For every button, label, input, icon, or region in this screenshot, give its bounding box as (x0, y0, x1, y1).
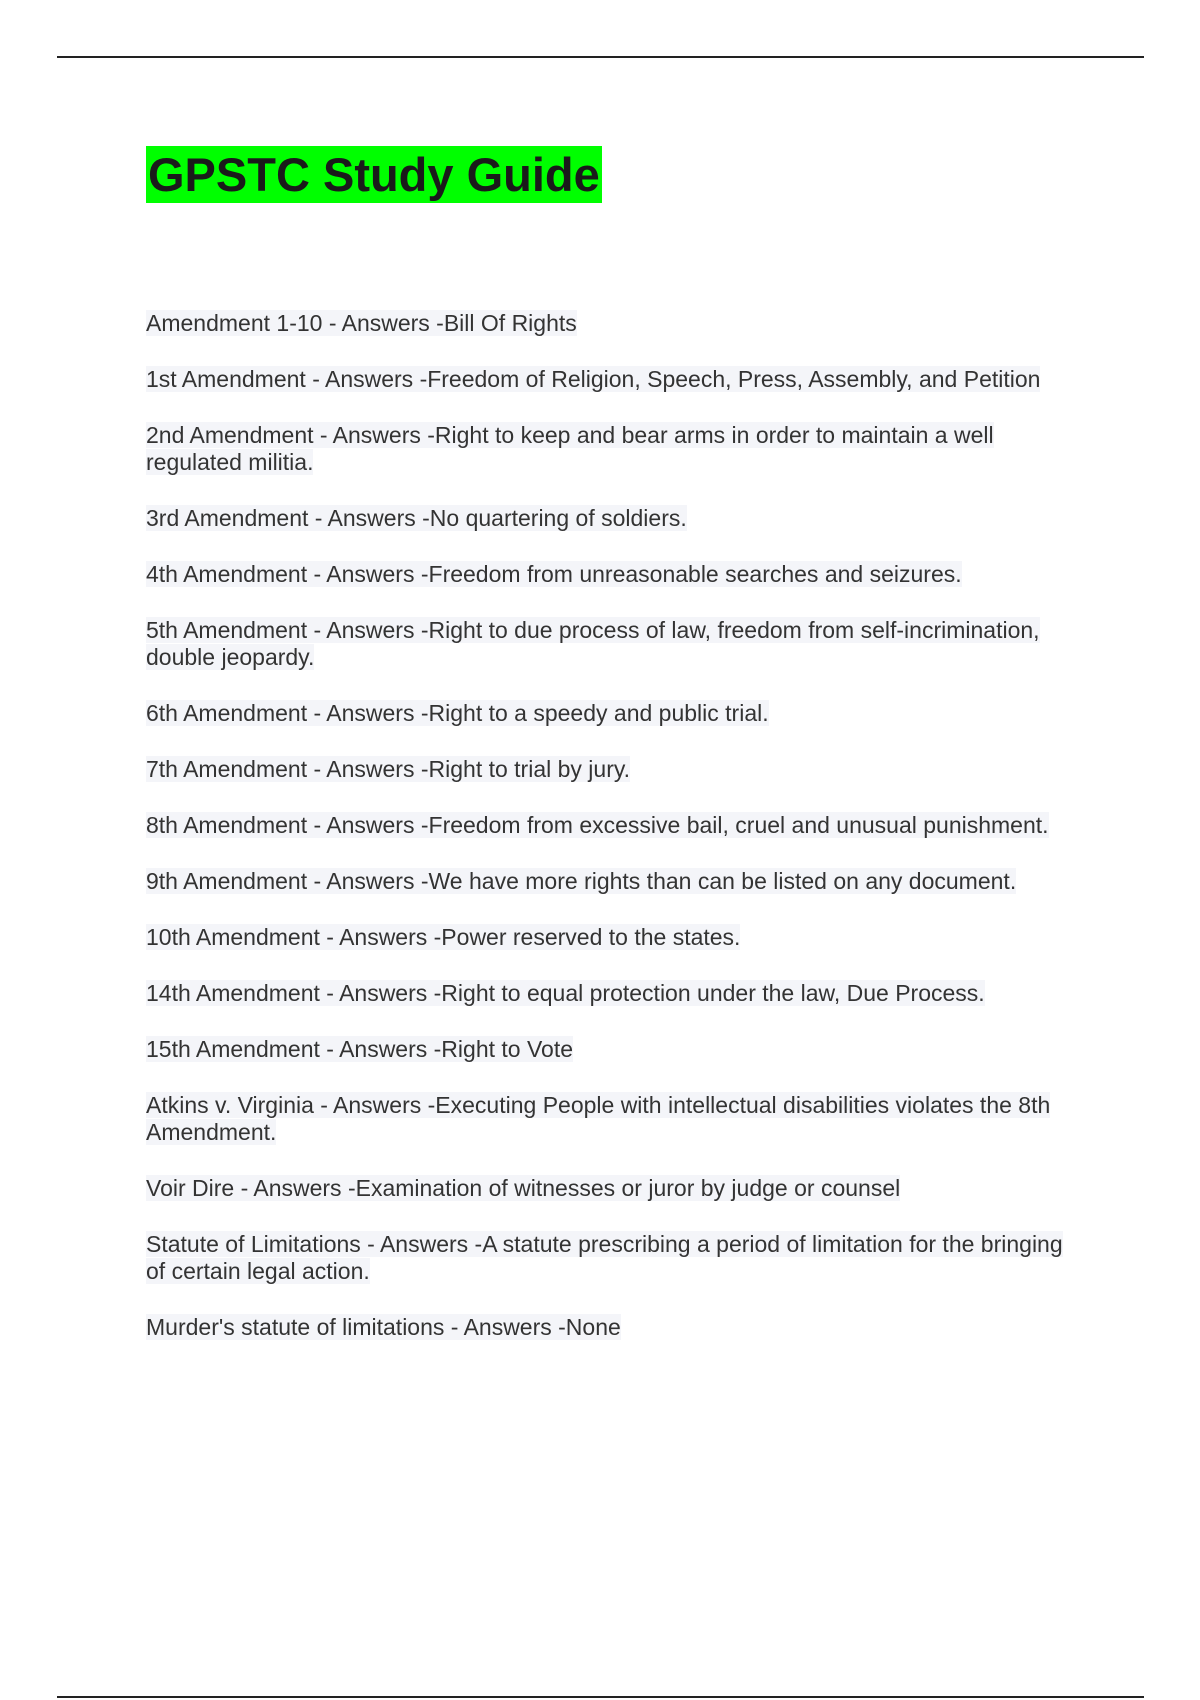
study-entry-text: 14th Amendment - Answers -Right to equal protection under the law, Due Process. (146, 980, 985, 1006)
study-entry (146, 1231, 1086, 1285)
study-entry-text: 10th Amendment - Answers -Power reserved to the states. (146, 924, 741, 950)
study-entry (146, 1092, 1086, 1146)
study-entry (146, 980, 1086, 1007)
study-entry-text: 7th Amendment - Answers -Right to trial by jury. (146, 756, 631, 782)
study-entry (146, 617, 1086, 671)
study-entry (146, 700, 1086, 727)
study-entry-text: 4th Amendment - Answers -Freedom from unreasonable searches and seizures. (146, 561, 962, 587)
study-entry-text: Voir Dire - Answers -Examination of witnesses or juror by judge or counsel (146, 1175, 901, 1201)
study-entry (146, 756, 1086, 783)
study-entry (146, 422, 1086, 476)
study-entry-text: 5th Amendment - Answers -Right to due process of law, freedom from self-incrimination, double jeopardy. (146, 617, 1040, 670)
study-entry-text: 6th Amendment - Answers -Right to a speedy and public trial. (146, 700, 769, 726)
study-entry-text: 9th Amendment - Answers -We have more rights than can be listed on any document. (146, 868, 1017, 894)
study-entry-text: 2nd Amendment - Answers -Right to keep and bear arms in order to maintain a well regulated militia. (146, 422, 994, 475)
study-entry (146, 868, 1086, 895)
study-entry (146, 561, 1086, 588)
bottom-rule (57, 1696, 1144, 1698)
study-entry-text: Statute of Limitations - Answers -A statute prescribing a period of limitation for the bringing of certain legal action. (146, 1231, 1063, 1284)
study-entry-text: Murder's statute of limitations - Answers -None (146, 1314, 621, 1340)
study-entry-text: 15th Amendment - Answers -Right to Vote (146, 1036, 574, 1062)
study-entry (146, 1314, 1086, 1341)
study-entry (146, 1175, 1086, 1202)
study-entry-text: Amendment 1-10 - Answers -Bill Of Rights (146, 310, 577, 336)
study-entry-text: 8th Amendment - Answers -Freedom from excessive bail, cruel and unusual punishment. (146, 812, 1049, 838)
title-block (146, 146, 602, 203)
study-entry (146, 366, 1086, 393)
study-entry (146, 924, 1086, 951)
study-entry-text: Atkins v. Virginia - Answers -Executing People with intellectual disabilities violates the 8th Amendment. (146, 1092, 1051, 1145)
study-entry-text: 1st Amendment - Answers -Freedom of Religion, Speech, Press, Assembly, and Petition (146, 366, 1041, 392)
study-entry (146, 505, 1086, 532)
study-entry (146, 310, 1086, 337)
study-entry-text: 3rd Amendment - Answers -No quartering of soldiers. (146, 505, 687, 531)
study-entry (146, 812, 1086, 839)
study-entries-list (146, 310, 1086, 1370)
top-rule (57, 56, 1144, 58)
document-title: GPSTC Study Guide (148, 148, 600, 201)
study-entry (146, 1036, 1086, 1063)
